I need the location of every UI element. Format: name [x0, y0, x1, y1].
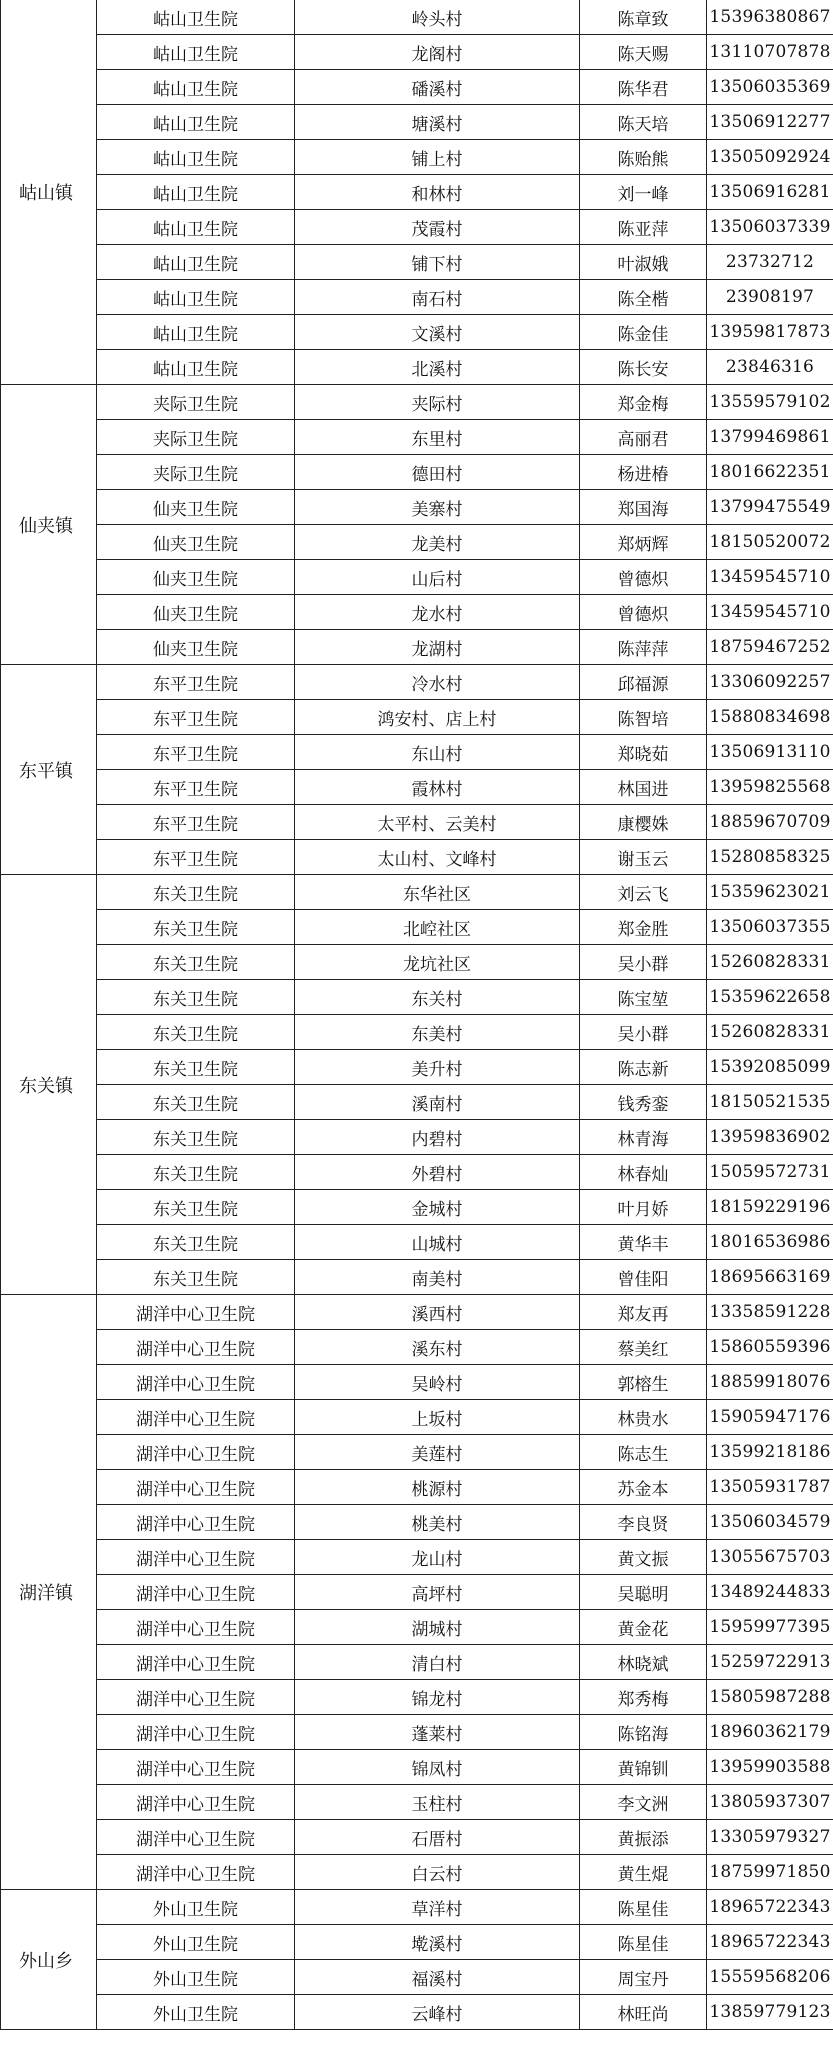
phone-cell: 13306092257 [707, 665, 833, 700]
village-cell: 太山村、文峰村 [295, 840, 580, 875]
table-row [1, 315, 833, 350]
village-cell: 高坪村 [295, 1575, 580, 1610]
table-row [1, 1365, 833, 1400]
phone-cell: 18695663169 [707, 1260, 833, 1295]
village-cell: 玉柱村 [295, 1785, 580, 1820]
contact-name-cell: 林国进 [580, 770, 707, 805]
table-row [1, 0, 833, 35]
village-cell: 白云村 [295, 1855, 580, 1890]
contact-name-cell: 康樱姝 [580, 805, 707, 840]
town-cell: 东平镇 [1, 665, 97, 875]
phone-cell: 18150520072 [707, 525, 833, 560]
village-cell: 上坂村 [295, 1400, 580, 1435]
table-row [1, 560, 833, 595]
phone-cell: 18016536986 [707, 1225, 833, 1260]
village-cell: 太平村、云美村 [295, 805, 580, 840]
phone-cell: 15392085099 [707, 1050, 833, 1085]
village-cell: 美升村 [295, 1050, 580, 1085]
phone-cell: 13859779123 [707, 1995, 833, 2030]
contact-name-cell: 郑金梅 [580, 385, 707, 420]
contact-name-cell: 陈萍萍 [580, 630, 707, 665]
phone-cell: 15359622658 [707, 980, 833, 1015]
village-cell: 湖城村 [295, 1610, 580, 1645]
phone-cell: 13799475549 [707, 490, 833, 525]
clinic-cell: 仙夹卫生院 [97, 560, 295, 595]
village-cell: 文溪村 [295, 315, 580, 350]
phone-cell: 15805987288 [707, 1680, 833, 1715]
contact-name-cell: 郑秀梅 [580, 1680, 707, 1715]
village-cell: 龙湖村 [295, 630, 580, 665]
clinic-cell: 湖洋中心卫生院 [97, 1365, 295, 1400]
clinic-cell: 东关卫生院 [97, 980, 295, 1015]
table-row [1, 665, 833, 700]
table-row [1, 455, 833, 490]
table-row [1, 945, 833, 980]
village-cell: 夹际村 [295, 385, 580, 420]
contact-name-cell: 林贵水 [580, 1400, 707, 1435]
table-row [1, 1750, 833, 1785]
clinic-cell: 东关卫生院 [97, 1015, 295, 1050]
contact-name-cell: 陈天赐 [580, 35, 707, 70]
table-row [1, 1015, 833, 1050]
contact-name-cell: 郑炳辉 [580, 525, 707, 560]
phone-cell: 13459545710 [707, 595, 833, 630]
phone-cell: 18859918076 [707, 1365, 833, 1400]
contact-name-cell: 陈天培 [580, 105, 707, 140]
clinic-cell: 岵山卫生院 [97, 245, 295, 280]
clinic-cell: 岵山卫生院 [97, 350, 295, 385]
clinic-cell: 湖洋中心卫生院 [97, 1785, 295, 1820]
village-cell: 龙水村 [295, 595, 580, 630]
phone-cell: 15959977395 [707, 1610, 833, 1645]
clinic-cell: 东关卫生院 [97, 1085, 295, 1120]
table-row [1, 1890, 833, 1925]
contact-name-cell: 杨进椿 [580, 455, 707, 490]
clinic-cell: 东平卫生院 [97, 735, 295, 770]
contact-name-cell: 郭榕生 [580, 1365, 707, 1400]
clinic-cell: 岵山卫生院 [97, 35, 295, 70]
contact-name-cell: 曾德炽 [580, 560, 707, 595]
village-cell: 岭头村 [295, 0, 580, 35]
clinic-cell: 仙夹卫生院 [97, 525, 295, 560]
village-cell: 东山村 [295, 735, 580, 770]
town-cell: 仙夹镇 [1, 385, 97, 665]
contact-name-cell: 曾德炽 [580, 595, 707, 630]
clinic-cell: 仙夹卫生院 [97, 595, 295, 630]
phone-cell: 23732712 [707, 245, 833, 280]
phone-cell: 13358591228 [707, 1295, 833, 1330]
contact-name-cell: 林晓斌 [580, 1645, 707, 1680]
contact-name-cell: 陈全楷 [580, 280, 707, 315]
phone-cell: 18759467252 [707, 630, 833, 665]
phone-cell: 13305979327 [707, 1820, 833, 1855]
clinic-cell: 岵山卫生院 [97, 280, 295, 315]
village-cell: 内碧村 [295, 1120, 580, 1155]
village-cell: 茂霞村 [295, 210, 580, 245]
clinic-cell: 湖洋中心卫生院 [97, 1645, 295, 1680]
contact-name-cell: 黄生焜 [580, 1855, 707, 1890]
table-row [1, 1820, 833, 1855]
phone-cell: 13506913110 [707, 735, 833, 770]
town-cell: 东关镇 [1, 875, 97, 1295]
contact-name-cell: 郑晓茹 [580, 735, 707, 770]
village-cell: 溪南村 [295, 1085, 580, 1120]
village-cell: 和林村 [295, 175, 580, 210]
phone-cell: 13489244833 [707, 1575, 833, 1610]
contact-name-cell: 陈志生 [580, 1435, 707, 1470]
village-cell: 锦龙村 [295, 1680, 580, 1715]
contact-name-cell: 陈铭海 [580, 1715, 707, 1750]
contact-name-cell: 刘云飞 [580, 875, 707, 910]
contact-name-cell: 陈章致 [580, 0, 707, 35]
phone-cell: 18016622351 [707, 455, 833, 490]
village-cell: 东里村 [295, 420, 580, 455]
contact-name-cell: 邱福源 [580, 665, 707, 700]
table-row [1, 1330, 833, 1365]
contact-name-cell: 郑金胜 [580, 910, 707, 945]
contact-name-cell: 林旺尚 [580, 1995, 707, 2030]
clinic-cell: 东关卫生院 [97, 875, 295, 910]
table-row [1, 1050, 833, 1085]
clinic-cell: 湖洋中心卫生院 [97, 1575, 295, 1610]
clinic-cell: 湖洋中心卫生院 [97, 1330, 295, 1365]
clinic-cell: 湖洋中心卫生院 [97, 1715, 295, 1750]
village-cell: 美寨村 [295, 490, 580, 525]
table-row [1, 1960, 833, 1995]
table-row [1, 1995, 833, 2030]
phone-cell: 13799469861 [707, 420, 833, 455]
table-row [1, 35, 833, 70]
contact-name-cell: 周宝丹 [580, 1960, 707, 1995]
clinic-cell: 东关卫生院 [97, 1225, 295, 1260]
clinic-cell: 岵山卫生院 [97, 315, 295, 350]
village-cell: 德田村 [295, 455, 580, 490]
village-cell: 山城村 [295, 1225, 580, 1260]
phone-cell: 13506034579 [707, 1505, 833, 1540]
contact-name-cell: 郑国海 [580, 490, 707, 525]
contact-name-cell: 陈志新 [580, 1050, 707, 1085]
clinic-cell: 湖洋中心卫生院 [97, 1540, 295, 1575]
table-row [1, 490, 833, 525]
village-cell: 冷水村 [295, 665, 580, 700]
phone-cell: 18859670709 [707, 805, 833, 840]
clinic-cell: 东关卫生院 [97, 945, 295, 980]
table-row [1, 595, 833, 630]
village-cell: 石厝村 [295, 1820, 580, 1855]
phone-cell: 15260828331 [707, 945, 833, 980]
phone-cell: 13505931787 [707, 1470, 833, 1505]
clinic-cell: 东关卫生院 [97, 1050, 295, 1085]
village-cell: 东美村 [295, 1015, 580, 1050]
contact-name-cell: 谢玉云 [580, 840, 707, 875]
table-row [1, 1470, 833, 1505]
contact-name-cell: 叶月娇 [580, 1190, 707, 1225]
phone-cell: 18159229196 [707, 1190, 833, 1225]
table-row [1, 1155, 833, 1190]
clinic-cell: 外山卫生院 [97, 1960, 295, 1995]
clinic-cell: 湖洋中心卫生院 [97, 1470, 295, 1505]
clinic-cell: 东平卫生院 [97, 770, 295, 805]
clinic-cell: 东关卫生院 [97, 1155, 295, 1190]
table-row [1, 840, 833, 875]
contact-name-cell: 吴小群 [580, 1015, 707, 1050]
village-cell: 蓬莱村 [295, 1715, 580, 1750]
contact-name-cell: 曾佳阳 [580, 1260, 707, 1295]
contact-name-cell: 蔡美红 [580, 1330, 707, 1365]
table-row [1, 70, 833, 105]
phone-cell: 13805937307 [707, 1785, 833, 1820]
table-row [1, 1925, 833, 1960]
village-cell: 福溪村 [295, 1960, 580, 1995]
phone-cell: 15359623021 [707, 875, 833, 910]
village-cell: 吴岭村 [295, 1365, 580, 1400]
phone-cell: 13959903588 [707, 1750, 833, 1785]
clinic-cell: 东关卫生院 [97, 910, 295, 945]
clinic-cell: 湖洋中心卫生院 [97, 1435, 295, 1470]
clinic-cell: 东平卫生院 [97, 665, 295, 700]
village-cell: 北崆社区 [295, 910, 580, 945]
village-cell: 塘溪村 [295, 105, 580, 140]
table-row [1, 1120, 833, 1155]
clinic-cell: 湖洋中心卫生院 [97, 1750, 295, 1785]
clinic-cell: 岵山卫生院 [97, 70, 295, 105]
town-cell: 岵山镇 [1, 0, 97, 385]
village-cell: 金城村 [295, 1190, 580, 1225]
table-row [1, 875, 833, 910]
phone-cell: 23908197 [707, 280, 833, 315]
contact-name-cell: 陈星佳 [580, 1925, 707, 1960]
table-row [1, 735, 833, 770]
village-cell: 墘溪村 [295, 1925, 580, 1960]
clinic-cell: 外山卫生院 [97, 1890, 295, 1925]
village-cell: 外碧村 [295, 1155, 580, 1190]
phone-cell: 18965722343 [707, 1890, 833, 1925]
contact-name-cell: 黄文振 [580, 1540, 707, 1575]
contact-name-cell: 陈贻熊 [580, 140, 707, 175]
clinic-cell: 夹际卫生院 [97, 385, 295, 420]
phone-cell: 13599218186 [707, 1435, 833, 1470]
town-cell: 湖洋镇 [1, 1295, 97, 1890]
table-row [1, 770, 833, 805]
village-cell: 桃美村 [295, 1505, 580, 1540]
table-row [1, 1715, 833, 1750]
table-row [1, 1085, 833, 1120]
contact-name-cell: 吴聪明 [580, 1575, 707, 1610]
phone-cell: 15559568206 [707, 1960, 833, 1995]
contact-name-cell: 黄锦钏 [580, 1750, 707, 1785]
contact-name-cell: 黄华丰 [580, 1225, 707, 1260]
phone-cell: 13505092924 [707, 140, 833, 175]
contact-name-cell: 陈华君 [580, 70, 707, 105]
phone-cell: 23846316 [707, 350, 833, 385]
clinic-cell: 东平卫生院 [97, 700, 295, 735]
phone-cell: 15260828331 [707, 1015, 833, 1050]
contact-name-cell: 黄金花 [580, 1610, 707, 1645]
table-row [1, 1295, 833, 1330]
phone-cell: 13959836902 [707, 1120, 833, 1155]
village-cell: 铺下村 [295, 245, 580, 280]
village-cell: 龙坑社区 [295, 945, 580, 980]
village-cell: 北溪村 [295, 350, 580, 385]
phone-cell: 13959825568 [707, 770, 833, 805]
clinic-cell: 外山卫生院 [97, 1995, 295, 2030]
table-row [1, 1225, 833, 1260]
phone-cell: 13959817873 [707, 315, 833, 350]
clinic-cell: 湖洋中心卫生院 [97, 1680, 295, 1715]
phone-cell: 13055675703 [707, 1540, 833, 1575]
table-row [1, 805, 833, 840]
phone-cell: 13110707878 [707, 35, 833, 70]
contact-name-cell: 苏金本 [580, 1470, 707, 1505]
village-cell: 磻溪村 [295, 70, 580, 105]
table-row [1, 245, 833, 280]
clinic-cell: 湖洋中心卫生院 [97, 1820, 295, 1855]
table-row [1, 1190, 833, 1225]
phone-cell: 13459545710 [707, 560, 833, 595]
village-cell: 南石村 [295, 280, 580, 315]
table-row [1, 1610, 833, 1645]
village-cell: 东华社区 [295, 875, 580, 910]
clinic-cell: 湖洋中心卫生院 [97, 1855, 295, 1890]
table-row [1, 1855, 833, 1890]
table-row [1, 980, 833, 1015]
contact-name-cell: 陈智培 [580, 700, 707, 735]
village-cell: 龙美村 [295, 525, 580, 560]
table-row [1, 1400, 833, 1435]
phone-cell: 18150521535 [707, 1085, 833, 1120]
village-cell: 霞林村 [295, 770, 580, 805]
clinic-cell: 东平卫生院 [97, 840, 295, 875]
table-row [1, 630, 833, 665]
village-cell: 东关村 [295, 980, 580, 1015]
table-row [1, 1645, 833, 1680]
contact-name-cell: 陈亚萍 [580, 210, 707, 245]
phone-cell: 18759971850 [707, 1855, 833, 1890]
table-row [1, 1680, 833, 1715]
table-row [1, 1785, 833, 1820]
phone-cell: 18965722343 [707, 1925, 833, 1960]
table-row [1, 910, 833, 945]
contact-name-cell: 林春灿 [580, 1155, 707, 1190]
clinic-cell: 湖洋中心卫生院 [97, 1610, 295, 1645]
table-row [1, 210, 833, 245]
phone-cell: 15396380867 [707, 0, 833, 35]
phone-cell: 15860559396 [707, 1330, 833, 1365]
contact-name-cell: 李良贤 [580, 1505, 707, 1540]
clinic-cell: 岵山卫生院 [97, 0, 295, 35]
table-row [1, 1505, 833, 1540]
table-row [1, 525, 833, 560]
table-row [1, 420, 833, 455]
contact-name-cell: 黄振添 [580, 1820, 707, 1855]
village-cell: 清白村 [295, 1645, 580, 1680]
village-cell: 锦凤村 [295, 1750, 580, 1785]
phone-cell: 13559579102 [707, 385, 833, 420]
village-cell: 鸿安村、店上村 [295, 700, 580, 735]
clinic-cell: 岵山卫生院 [97, 175, 295, 210]
contact-name-cell: 陈星佳 [580, 1890, 707, 1925]
phone-cell: 15059572731 [707, 1155, 833, 1190]
clinic-cell: 东关卫生院 [97, 1190, 295, 1225]
village-cell: 南美村 [295, 1260, 580, 1295]
clinic-cell: 仙夹卫生院 [97, 630, 295, 665]
phone-cell: 15280858325 [707, 840, 833, 875]
clinic-cell: 东平卫生院 [97, 805, 295, 840]
table-row [1, 1435, 833, 1470]
clinic-cell: 夹际卫生院 [97, 455, 295, 490]
village-cell: 铺上村 [295, 140, 580, 175]
clinic-cell: 仙夹卫生院 [97, 490, 295, 525]
clinic-cell: 东关卫生院 [97, 1120, 295, 1155]
contact-name-cell: 李文洲 [580, 1785, 707, 1820]
village-cell: 山后村 [295, 560, 580, 595]
phone-cell: 15259722913 [707, 1645, 833, 1680]
contact-name-cell: 钱秀銮 [580, 1085, 707, 1120]
village-cell: 美莲村 [295, 1435, 580, 1470]
village-cell: 桃源村 [295, 1470, 580, 1505]
clinic-cell: 岵山卫生院 [97, 105, 295, 140]
phone-cell: 13506035369 [707, 70, 833, 105]
table-row [1, 385, 833, 420]
clinic-cell: 东关卫生院 [97, 1260, 295, 1295]
village-cell: 龙山村 [295, 1540, 580, 1575]
contact-name-cell: 郑友再 [580, 1295, 707, 1330]
table-row [1, 280, 833, 315]
village-cell: 草洋村 [295, 1890, 580, 1925]
village-cell: 溪东村 [295, 1330, 580, 1365]
contact-name-cell: 吴小群 [580, 945, 707, 980]
phone-cell: 15880834698 [707, 700, 833, 735]
village-cell: 云峰村 [295, 1995, 580, 2030]
phone-cell: 15905947176 [707, 1400, 833, 1435]
clinic-cell: 湖洋中心卫生院 [97, 1295, 295, 1330]
contact-name-cell: 刘一峰 [580, 175, 707, 210]
village-cell: 溪西村 [295, 1295, 580, 1330]
clinic-cell: 岵山卫生院 [97, 210, 295, 245]
village-cell: 龙阁村 [295, 35, 580, 70]
table-row [1, 700, 833, 735]
table-row [1, 105, 833, 140]
table-row [1, 175, 833, 210]
town-cell: 外山乡 [1, 1890, 97, 2030]
table-row [1, 1575, 833, 1610]
phone-cell: 13506037339 [707, 210, 833, 245]
table-row [1, 140, 833, 175]
table-row [1, 1540, 833, 1575]
table-row [1, 1260, 833, 1295]
clinic-cell: 外山卫生院 [97, 1925, 295, 1960]
contact-name-cell: 林青海 [580, 1120, 707, 1155]
table-row [1, 350, 833, 385]
contact-name-cell: 陈金佳 [580, 315, 707, 350]
phone-cell: 13506037355 [707, 910, 833, 945]
contact-name-cell: 叶淑娥 [580, 245, 707, 280]
contact-name-cell: 高丽君 [580, 420, 707, 455]
phone-cell: 13506912277 [707, 105, 833, 140]
contact-name-cell: 陈长安 [580, 350, 707, 385]
phone-cell: 18960362179 [707, 1715, 833, 1750]
clinic-cell: 夹际卫生院 [97, 420, 295, 455]
clinic-cell: 岵山卫生院 [97, 140, 295, 175]
clinic-cell: 湖洋中心卫生院 [97, 1505, 295, 1540]
phone-cell: 13506916281 [707, 175, 833, 210]
contact-name-cell: 陈宝堃 [580, 980, 707, 1015]
contact-table-body [1, 0, 833, 2030]
clinic-cell: 湖洋中心卫生院 [97, 1400, 295, 1435]
